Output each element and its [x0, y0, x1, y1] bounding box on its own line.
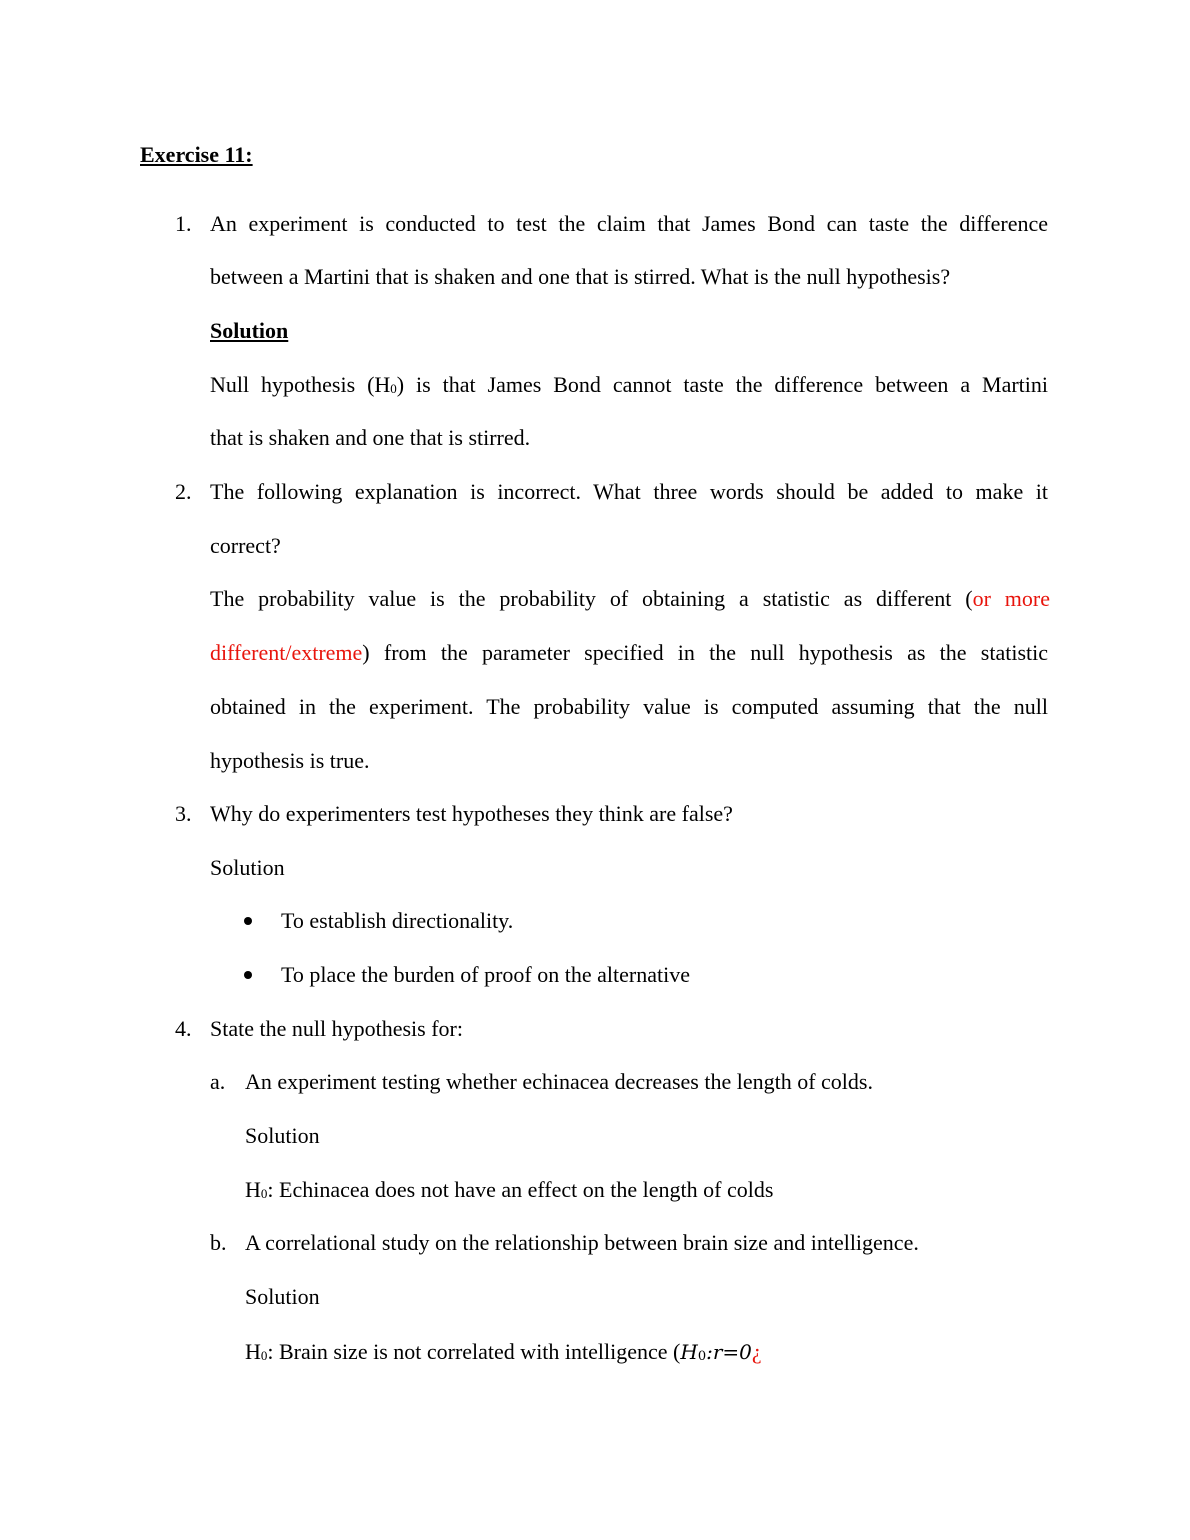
exercise-title: Exercise 11:: [140, 142, 253, 167]
q4b-math-glyph: ¿: [751, 1339, 762, 1364]
q4a-letter: a.: [210, 1069, 226, 1094]
q1-solution-label: Solution: [210, 318, 289, 343]
q4-text: State the null hypothesis for:: [210, 1016, 463, 1041]
q2-text-line2: correct?: [210, 533, 281, 558]
q1-text-line2: between a Martini that is shaken and one that is stirred. What is the null hypothesis?: [210, 264, 951, 289]
q3-text: Why do experimenters test hypotheses they think are false?: [210, 801, 733, 826]
q3-bullet-item: To establish directionality.: [281, 908, 514, 933]
q4b-solution-label: Solution: [245, 1284, 320, 1309]
q1-text-line1: An experiment is conducted to test the claim that James Bond can taste the difference: [210, 211, 1048, 236]
q4a-text: An experiment testing whether echinacea decreases the length of colds.: [245, 1069, 873, 1094]
q4b-letter: b.: [210, 1230, 227, 1255]
q4b-text: A correlational study on the relationship between brain size and intelligence.: [245, 1230, 919, 1255]
q1-answer-line1: Null hypothesis $(H_0)$ is that James Bond cannot taste the difference between a Martini: [210, 372, 1048, 397]
q2-para-line4: hypothesis is true.: [210, 748, 370, 773]
q4b-answer: $H_0$: Brain size is not correlated with intelligence ($H_0:r=0¿$: [245, 1339, 762, 1364]
q2-text-line1: The following explanation is incorrect. What three words should be added to make it: [210, 479, 1048, 504]
q2-number: 2.: [175, 479, 192, 504]
bullet-icon: [244, 971, 252, 979]
q1-answer-line2: that is shaken and one that is stirred.: [210, 425, 531, 450]
q4a-answer: $H_0$: Echinacea does not have an effect on the length of colds: [245, 1177, 774, 1202]
q2-para-line3: obtained in the experiment. The probability value is computed assuming that the null: [210, 694, 1048, 719]
q2-added-words-part1: or more: [972, 586, 1050, 611]
q4-number: 4.: [175, 1016, 192, 1041]
q2-para-line2: different/extreme) from the parameter specified in the null hypothesis as the statistic: [210, 640, 1048, 665]
q4a-solution-label: Solution: [245, 1123, 320, 1148]
q2-para-line1: The probability value is the probability of obtaining a statistic as different (or more: [210, 586, 1050, 611]
q3-solution-label: Solution: [210, 855, 285, 880]
bullet-icon: [244, 917, 252, 925]
q3-number: 3.: [175, 801, 192, 826]
q1-number: 1.: [175, 211, 192, 236]
q2-added-words-part2: different/extreme: [210, 640, 363, 665]
q3-bullet-item: To place the burden of proof on the alternative: [281, 962, 690, 987]
q4b-math-formula: $H_0:r=0$: [680, 1340, 752, 1364]
